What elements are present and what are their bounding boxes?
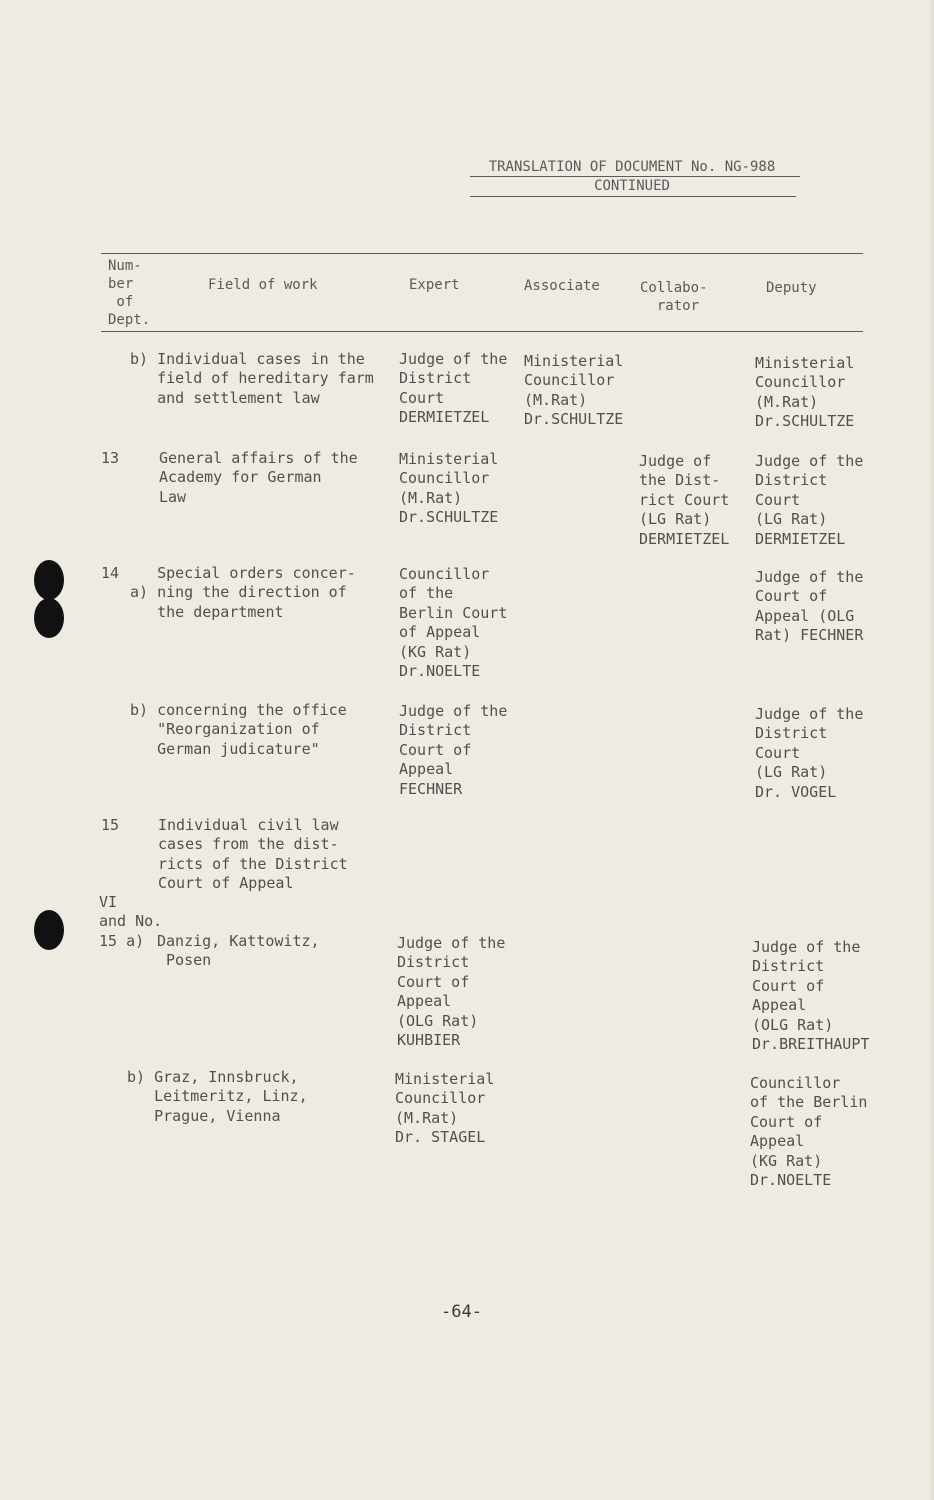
row-collaborator: Judge of the Dist- rict Court (LG Rat) DERMIETZEL [639, 452, 730, 548]
row-expert: Judge of the District Court of Appeal (OLG Rat) KUHBIER [397, 934, 506, 1050]
row-field: b) concerning the office "Reorganization of German judicature" [130, 701, 347, 758]
row-number: 14 [101, 564, 120, 582]
title-line-2: CONTINUED [594, 178, 670, 194]
row-expert: Judge of the District Court DERMIETZEL [399, 350, 508, 427]
col-header-number: Num- ber of Dept. [108, 258, 151, 328]
row-deputy: Judge of the District Court of Appeal (OLG Rat) Dr.BREITHAUPT [752, 938, 870, 1054]
row-field: General affairs of the Academy for German Law [159, 449, 358, 506]
col-header-deputy: Deputy [766, 280, 817, 296]
row-field: Individual civil law cases from the dist- ricts of the District Court of Appeal [158, 816, 348, 893]
row-number: 15 [101, 816, 120, 834]
row-deputy: Councillor of the Berlin Court of Appeal (KG Rat) Dr.NOELTE [750, 1074, 868, 1190]
row-number: VI and No. 15 a) [99, 893, 163, 950]
punch-hole-3 [34, 910, 64, 950]
col-header-collaborator: Collabo- rator [640, 280, 708, 314]
col-header-field: Field of work [208, 277, 318, 293]
header-top-rule [101, 253, 863, 254]
page-edge [928, 0, 934, 1500]
title-line-1: TRANSLATION OF DOCUMENT No. NG-988 [488, 159, 776, 175]
row-expert: Ministerial Councillor (M.Rat) Dr.SCHULTZE [399, 450, 499, 527]
col-header-associate: Associate [524, 278, 600, 294]
row-field: b) Individual cases in the field of hereditary farm and settlement law [130, 350, 374, 407]
punch-hole-1 [34, 560, 64, 600]
row-expert: Ministerial Councillor (M.Rat) Dr. STAGEL [395, 1070, 495, 1147]
row-associate: Ministerial Councillor (M.Rat) Dr.SCHULTZE [524, 352, 624, 429]
title-underline-2 [470, 196, 796, 197]
header-bottom-rule [101, 331, 863, 332]
row-deputy: Judge of the District Court (LG Rat) DERMIETZEL [755, 452, 864, 548]
row-expert: Councillor of the Berlin Court of Appeal (KG Rat) Dr.NOELTE [399, 565, 508, 681]
row-field: Danzig, Kattowitz, Posen [157, 932, 320, 970]
col-header-expert: Expert [409, 277, 460, 293]
row-field: b) Graz, Innsbruck, Leitmeritz, Linz, Prague, Vienna [127, 1068, 308, 1125]
row-deputy: Judge of the District Court (LG Rat) Dr. VOGEL [755, 705, 864, 801]
row-number: 13 [101, 449, 120, 467]
row-expert: Judge of the District Court of Appeal FECHNER [399, 702, 508, 798]
page-number: -64- [441, 1302, 482, 1322]
punch-hole-2 [34, 598, 64, 638]
row-deputy: Ministerial Councillor (M.Rat) Dr.SCHULTZE [755, 354, 855, 431]
row-field: Special orders concer- a) ning the direction of the department [130, 564, 356, 621]
row-deputy: Judge of the Court of Appeal (OLG Rat) FECHNER [755, 568, 864, 645]
